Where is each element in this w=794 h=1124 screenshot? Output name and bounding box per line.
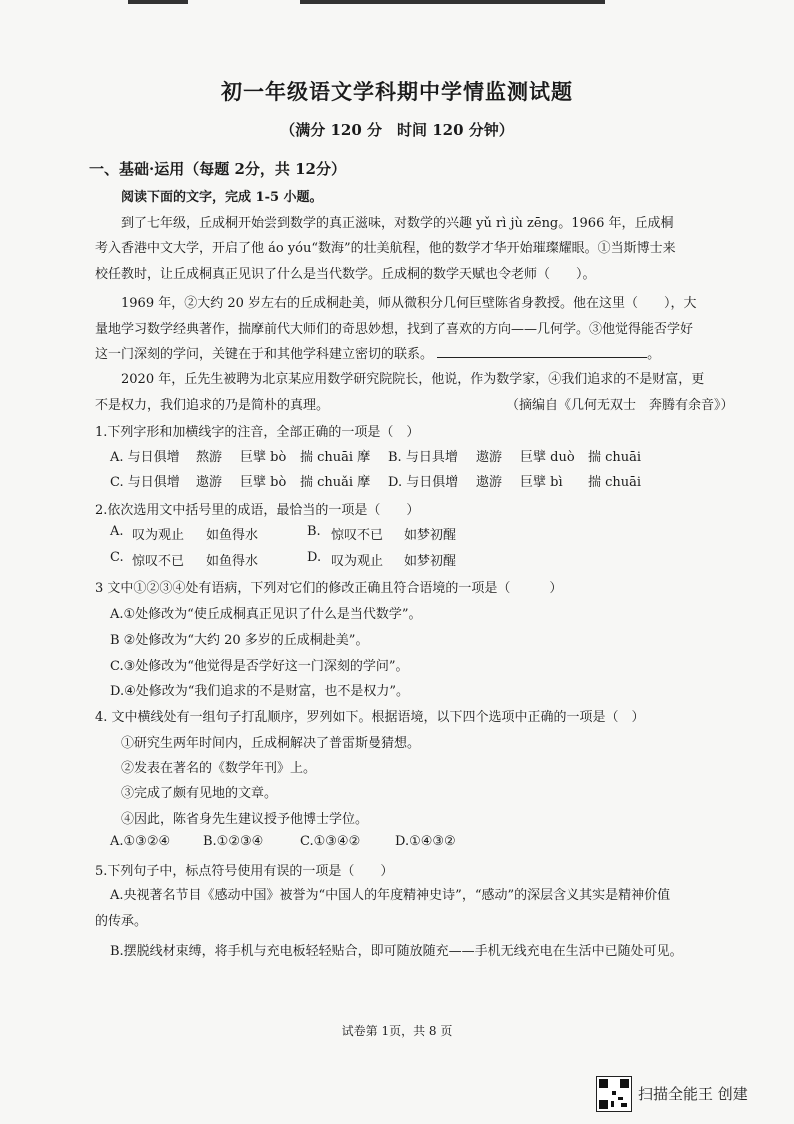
q3-option-d: D.④处修改为“我们追求的不是财富，也不是权力”。 [110, 684, 410, 699]
q1-option-b: B. 与日具增 遨游 巨擘 duò 揣 chuāi [388, 450, 642, 465]
passage-line: 量地学习数学经典著作，揣摩前代大师们的奇思妙想，找到了喜欢的方向——几何学。③他觉得能否学好 [95, 322, 694, 337]
q5-option-b: B.摆脱线材束缚，将手机与充电板轻轻贴合，即可随放随充——手机无线充电在生活中已随处可见。 [110, 944, 683, 959]
q1-option-c: C. 与日俱增 遨游 巨擘 bò 揣 chuǎi 摩 [110, 475, 371, 490]
question-4-stem: 4. 文中横线处有一组句子打乱顺序，罗列如下。根据语境，以下四个选项中正确的一项是（ ） [95, 710, 645, 725]
question-1-stem: 1.下列字形和加横线字的注音，全部正确的一项是（ ） [95, 425, 420, 440]
q5-option-a-line2: 的传承。 [95, 914, 148, 929]
question-3-stem: 3 文中①②③④处有语病，下列对它们的修改正确且符合语境的一项是（ ） [95, 581, 563, 596]
passage-line: 校任教时，让丘成桐真正见识了什么是当代数学。丘成桐的数学天赋也令老师（ ）。 [95, 267, 596, 282]
passage-line: 1969 年，②大约 20 岁左右的丘成桐赴美，师从微积分几何巨壁陈省身教授。他在这里（ ），大 [121, 296, 697, 311]
q2-option-a: A. 叹为观止 如鱼得水 [110, 524, 259, 543]
passage-line: 不是权力，我们追求的乃是简朴的真理。 [95, 398, 330, 413]
passage-line: 到了七年级，丘成桐开始尝到数学的真正滋味，对数学的兴趣 yǔ rì jù zēng。1966 年，丘成桐 [121, 216, 674, 231]
q4-sentence: ②发表在著名的《数学年刊》上。 [121, 761, 317, 776]
q1-option-d: D. 与日俱增 遨游 巨擘 bì 揣 chuāi [388, 475, 642, 490]
q1-option-a: A. 与日俱增 熬游 巨擘 bò 揣 chuāi 摩 [110, 450, 371, 465]
top-edge-mark [300, 0, 605, 4]
passage-source: （摘编自《几何无双士 奔腾有余音》） [506, 398, 734, 413]
q4-sentence: ④因此，陈省身先生建议授予他博士学位。 [121, 812, 369, 827]
reading-instruction: 阅读下面的文字，完成 1-5 小题。 [121, 190, 323, 205]
q4-sentence: ①研究生两年时间内，丘成桐解决了普雷斯曼猜想。 [121, 736, 421, 751]
q2-option-b: B. 惊叹不已 如梦初醒 [307, 524, 457, 543]
scanner-watermark-label: 扫描全能王 创建 [638, 1085, 748, 1103]
passage-line: 考入香港中文大学，开启了他 áo yóu“数海”的壮美航程，他的数学才华开始璀璨耀眼。①当斯博士来 [95, 241, 676, 256]
q2-option-d: D. 叹为观止 如梦初醒 [307, 550, 457, 569]
answer-blank-line [437, 345, 647, 358]
q4-option-a: A.①③②④ [110, 834, 171, 849]
qr-code-icon [596, 1076, 632, 1112]
q2-option-c: C. 惊叹不已 如鱼得水 [110, 550, 259, 569]
exam-title: 初一年级语文学科期中学情监测试题 [221, 79, 573, 104]
section-heading: 一、基础·运用（每题 2分，共 12分） [89, 160, 346, 178]
question-2-stem: 2.依次选用文中括号里的成语，最恰当的一项是（ ） [95, 503, 420, 518]
passage-line: 这一门深刻的学问，关键在于和其他学科建立密切的联系。 [95, 347, 434, 362]
q3-option-b: B ②处修改为“大约 20 多岁的丘成桐赴美”。 [110, 633, 369, 648]
q4-sentence: ③完成了颇有见地的文章。 [121, 786, 278, 801]
passage-line-with-blank: 这一门深刻的学问，关键在于和其他学科建立密切的联系。 。 [95, 347, 661, 362]
exam-subtitle: （满分 120 分 时间 120 分钟） [280, 121, 514, 139]
top-edge-mark [128, 0, 188, 4]
q4-option-c: C.①③④② [300, 834, 361, 849]
q3-option-a: A.①处修改为“使丘成桐真正见识了什么是当代数学”。 [110, 607, 422, 622]
q4-option-b: B.①②③④ [203, 834, 264, 849]
q3-option-c: C.③处修改为“他觉得是否学好这一门深刻的学问”。 [110, 659, 409, 674]
q5-option-a-line1: A.央视著名节目《感动中国》被誉为“中国人的年度精神史诗”，“感动”的深层含义其实是精神价值 [110, 888, 671, 903]
question-5-stem: 5.下列句子中，标点符号使用有误的一项是（ ） [95, 864, 394, 879]
q4-option-d: D.①④③② [395, 834, 456, 849]
passage-line: 2020 年，丘先生被聘为北京某应用数学研究院院长，他说，作为数学家，④我们追求的不是财富，更 [121, 372, 705, 387]
page-footer: 试卷第 1页，共 8 页 [341, 1024, 453, 1038]
